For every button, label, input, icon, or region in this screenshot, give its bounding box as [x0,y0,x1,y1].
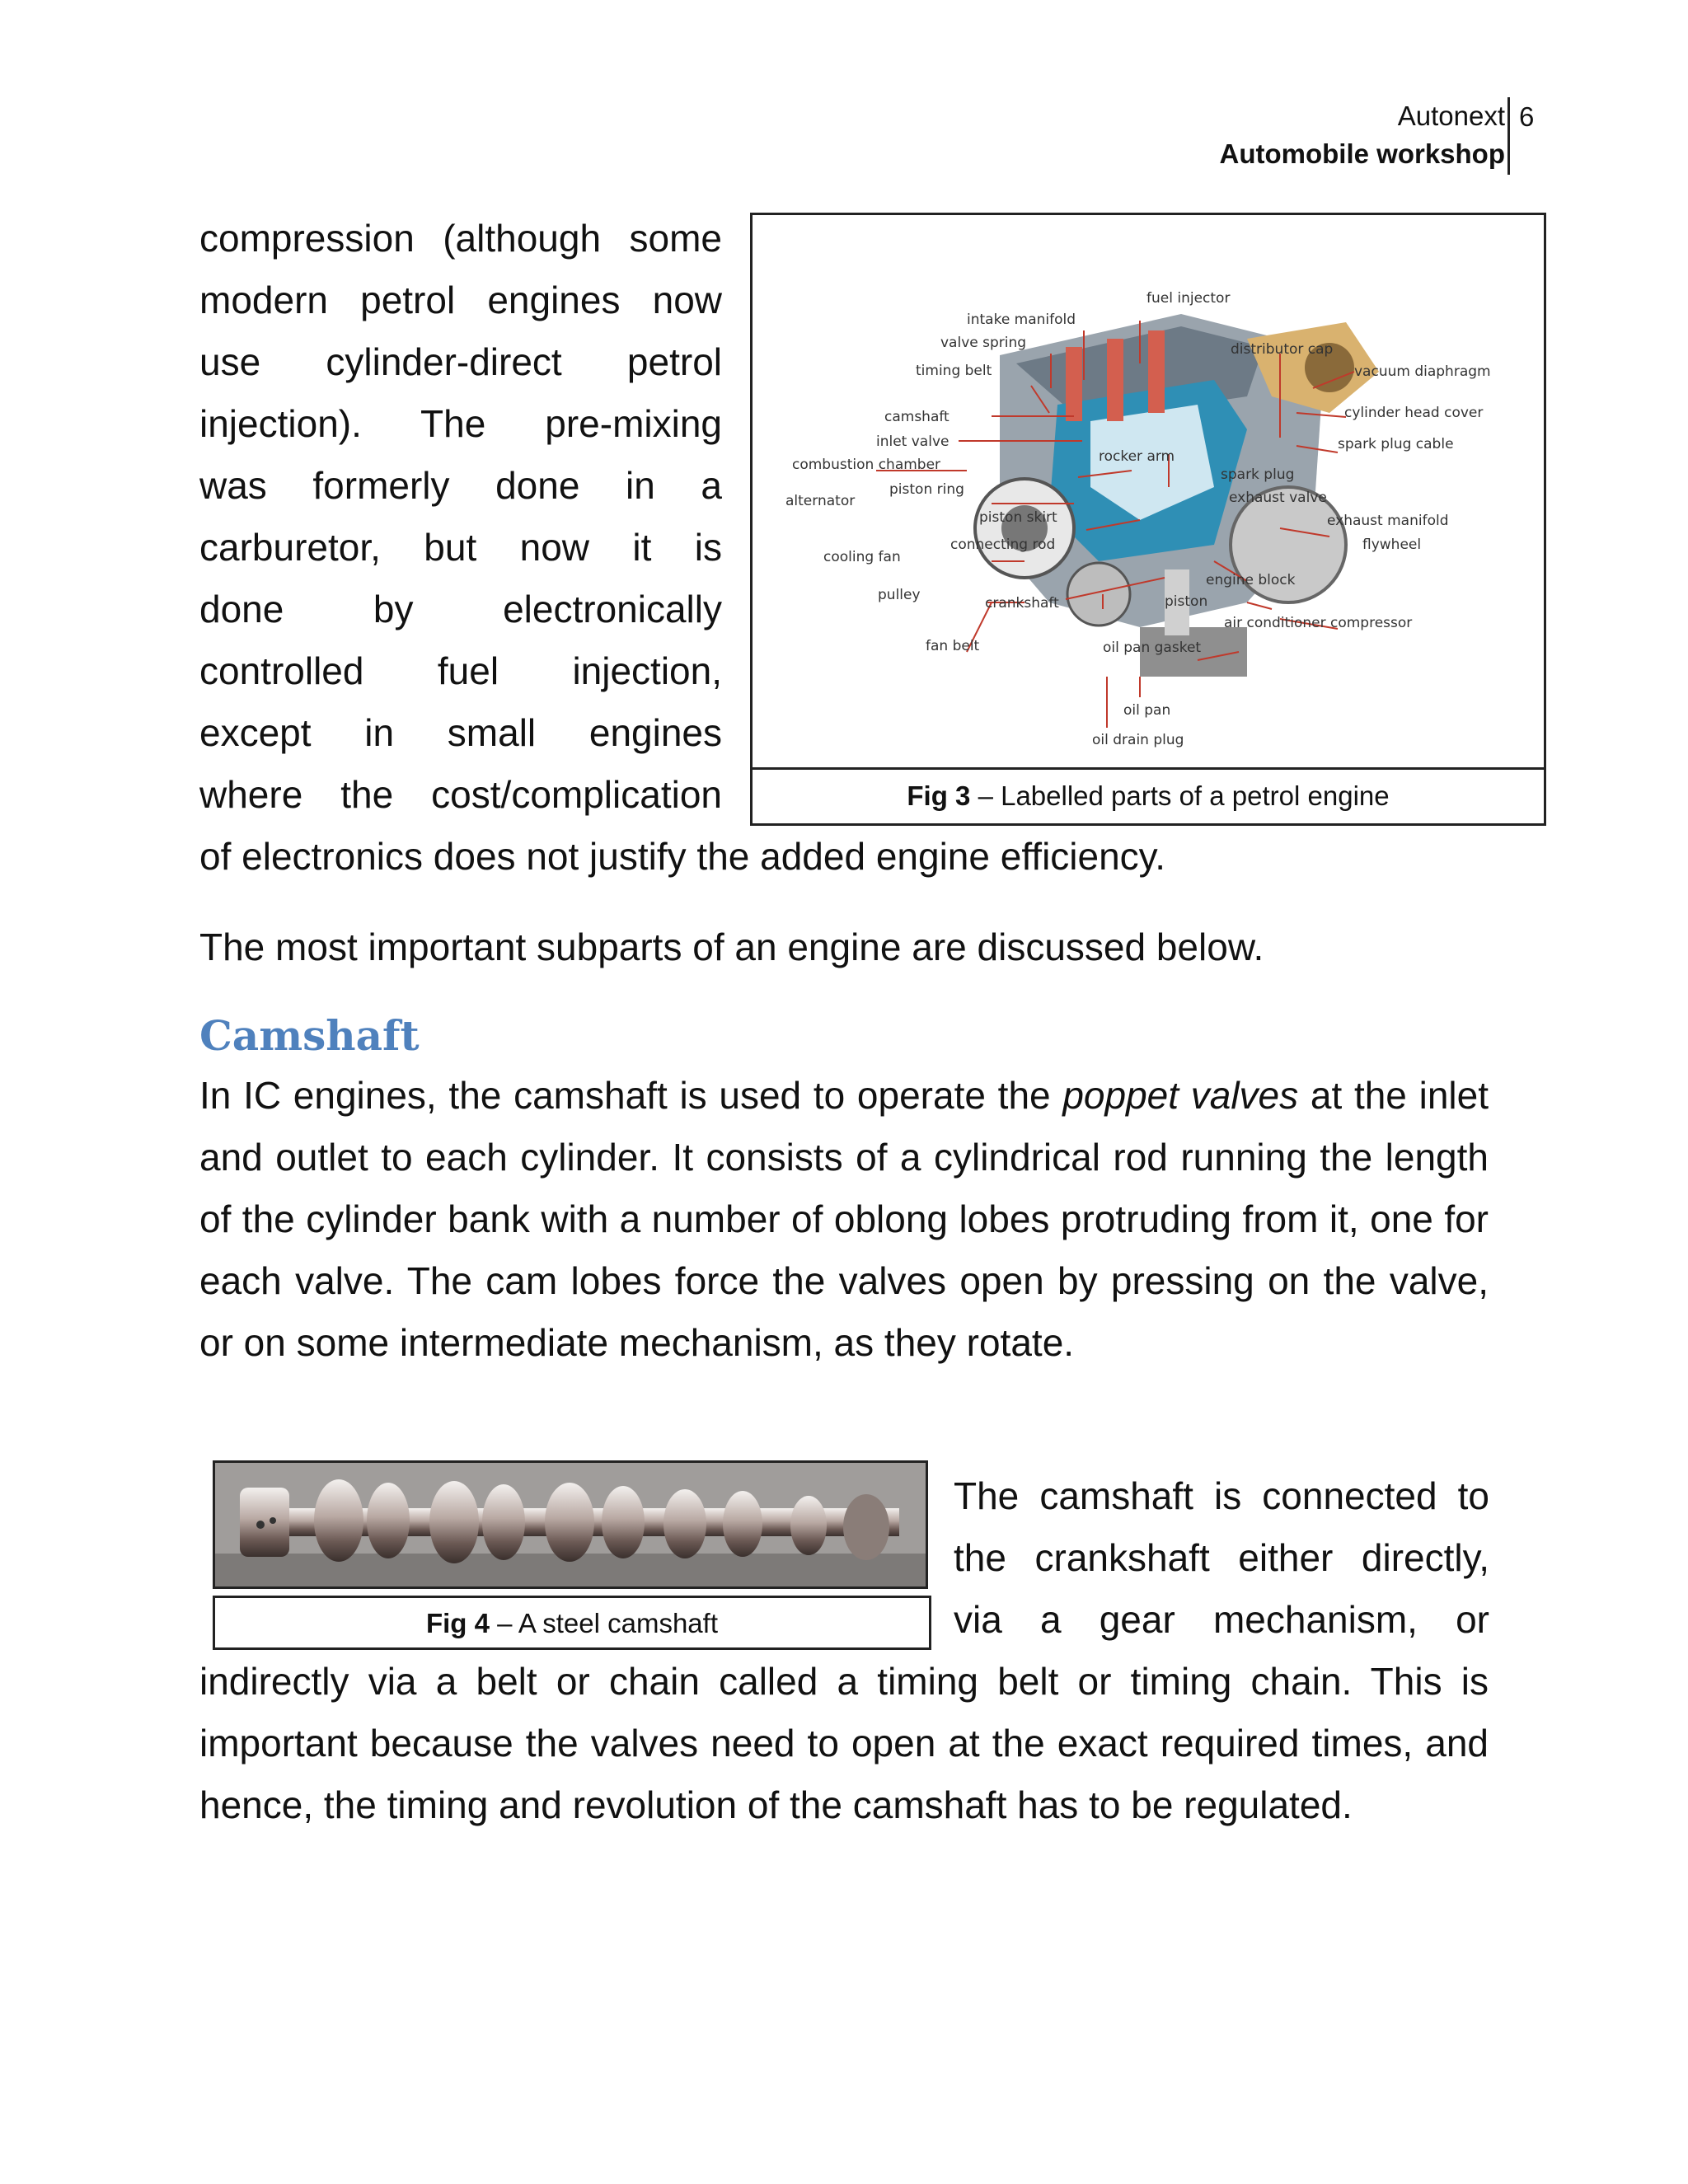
text-line: modern petrol engines now [199,279,722,321]
label-oil-pan-gasket: oil pan gasket [1103,640,1202,656]
figure-caption [213,1596,931,1650]
text-line: use cylinder-direct petrol [199,340,722,383]
text-line: done by electronically [199,588,722,630]
text-line: injection). The pre-mixing [199,402,722,445]
label-crankshaft: crankshaft [985,595,1059,612]
p1-end: at the inlet and outlet to each cylinder. It consists of a cylindrical rod running the length of the cylinder bank with a number of oblong lobes protruding from it, one for each valve. The cam lobes force the valves open by pressing on the valve, or on some intermediate mechanism, as they rotate. [199,1074,1489,1364]
text-line: compression (although some [199,217,722,260]
label-piston-ring: piston ring [889,481,964,498]
label-oil-pan: oil pan [1123,702,1171,719]
label-oil-drain-plug: oil drain plug [1092,732,1184,748]
label-engine-block: engine block [1206,572,1296,588]
camshaft-photo [213,1460,928,1589]
text-line: The camshaft is connected to [954,1474,1489,1517]
label-flywheel: flywheel [1362,537,1422,553]
header-subtitle: Automobile workshop [1219,138,1505,169]
label-camshaft: camshaft [884,409,950,425]
label-fuel-injector: fuel injector [1146,290,1231,307]
label-combustion-chamber: combustion chamber [792,457,941,473]
label-timing-belt: timing belt [916,363,992,379]
camshaft-photo-svg [215,1463,926,1586]
label-piston: piston [1165,593,1208,610]
camshaft-connection-column [954,1465,1489,1651]
intro-tail: of electronics does not justify the added engine efficiency. [199,835,1166,878]
text-line: via a gear mechanism, or [954,1598,1489,1641]
label-connecting-rod: connecting rod [950,537,1056,553]
header-brand: Autonext [1397,101,1505,131]
label-distributor-cap: distributor cap [1231,341,1334,358]
label-air-conditioner-compressor: air conditioner compressor [1224,615,1413,631]
label-pulley: pulley [878,587,921,603]
label-valve-spring: valve spring [940,335,1027,351]
label-fan-belt: fan belt [926,638,980,654]
paragraph-camshaft-1 [199,1065,1489,1374]
engine-illustration [753,215,1544,771]
label-exhaust-manifold: exhaust manifold [1327,513,1449,529]
text-line: controlled fuel injection, [199,649,722,692]
caption-label: Fig 3 [907,780,971,811]
section-heading-camshaft: Camshaft [199,1011,420,1060]
text-line: was formerly done in a [199,464,722,507]
caption-text: – A steel camshaft [490,1608,718,1638]
text-line: where the cost/complication [199,773,722,816]
text-line: the crankshaft either directly, [954,1536,1489,1579]
label-piston-skirt: piston skirt [979,509,1057,526]
label-spark-plug: spark plug [1221,466,1295,483]
label-inlet-valve: inlet valve [876,434,950,450]
p1-start: In IC engines, the camshaft is used to operate the [199,1074,1063,1117]
label-intake-manifold: intake manifold [967,312,1076,328]
caption-label: Fig 4 [425,1608,490,1638]
label-cooling-fan: cooling fan [823,549,901,565]
label-cylinder-head-cover: cylinder head cover [1344,405,1484,421]
figure-engine [750,213,1546,826]
paragraph-subparts: The most important subparts of an engine are discussed below. [199,926,1264,968]
caption-text: – Labelled parts of a petrol engine [970,780,1390,811]
text-line: except in small engines [199,711,722,754]
page-number: 6 [1519,101,1535,132]
label-alternator: alternator [785,493,856,509]
figure-caption [753,767,1544,823]
p1-italic: poppet valves [1062,1074,1299,1117]
engine-diagram-svg [753,215,1544,771]
label-exhaust-valve: exhaust valve [1229,490,1327,506]
running-header [1220,97,1506,173]
header-divider [1507,97,1510,175]
label-spark-plug-cable: spark plug cable [1338,436,1454,452]
label-rocker-arm: rocker arm [1099,448,1175,465]
label-vacuum-diaphragm: vacuum diaphragm [1354,363,1491,380]
intro-column [199,208,722,826]
paragraph-camshaft-2: indirectly via a belt or chain called a timing belt or timing chain. This is important because the valves need to open at the exact required times, and hence, the timing and revolution of the camshaft has to be regulated. [199,1660,1489,1826]
text-line: carburetor, but now it is [199,526,722,569]
figure-camshaft [213,1460,931,1650]
